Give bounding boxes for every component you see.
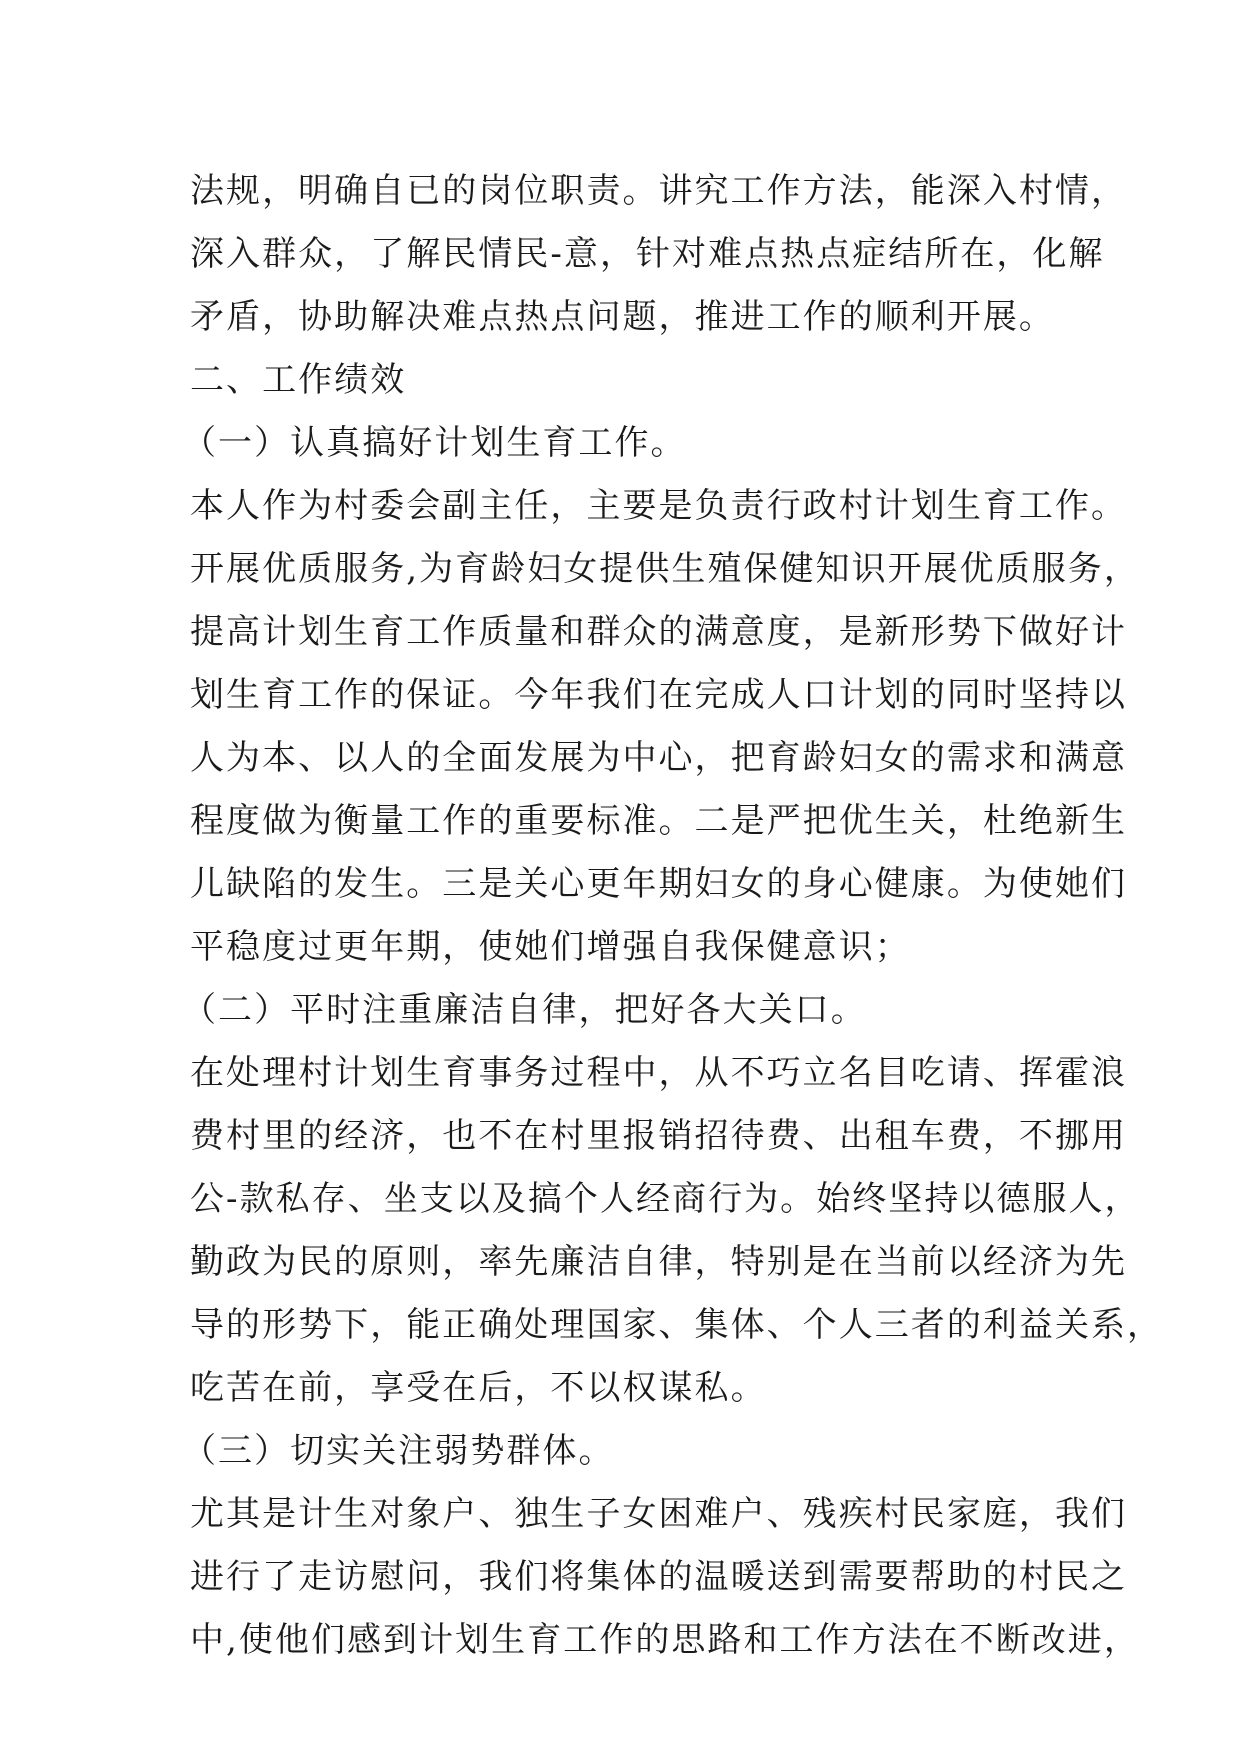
subsection-heading: （二）平时注重廉洁自律，把好各大关口。 xyxy=(182,990,867,1030)
text-line: 吃苦在前，享受在后，不以权谋私。 xyxy=(190,1368,767,1408)
text-line: 划生育工作的保证。今年我们在完成人口计划的同时坚持以 xyxy=(190,675,1128,715)
text-line: 勤政为民的原则，率先廉洁自律，特别是在当前以经济为先 xyxy=(190,1242,1128,1282)
text-line: 本人作为村委会副主任，主要是负责行政村计划生育工作。 xyxy=(190,486,1128,526)
text-line: 儿缺陷的发生。三是关心更年期妇女的身心健康。为使她们 xyxy=(190,864,1128,904)
text-line: 提高计划生育工作质量和群众的满意度，是新形势下做好计 xyxy=(190,612,1128,652)
body-text xyxy=(182,160,1164,1672)
text-line: 平稳度过更年期，使她们增强自我保健意识； xyxy=(190,927,911,967)
text-line: 程度做为衡量工作的重要标准。二是严把优生关，杜绝新生 xyxy=(190,801,1128,841)
text-line: 人为本、以人的全面发展为中心，把育龄妇女的需求和满意 xyxy=(190,738,1128,778)
text-line: 深入群众，了解民情民-意，针对难点热点症结所在，化解 xyxy=(190,234,1105,274)
subsection-heading: （三）切实关注弱势群体。 xyxy=(182,1431,615,1471)
text-line: 尤其是计生对象户、独生子女困难户、残疾村民家庭，我们 xyxy=(190,1494,1128,1534)
text-line: 进行了走访慰问，我们将集体的温暖送到需要帮助的村民之 xyxy=(190,1557,1128,1597)
text-line: 开展优质服务,为育龄妇女提供生殖保健知识开展优质服务， xyxy=(190,549,1140,589)
text-line: 公-款私存、坐支以及搞个人经商行为。始终坚持以德服人， xyxy=(190,1179,1141,1219)
text-line: 法规，明确自已的岗位职责。讲究工作方法，能深入村情， xyxy=(190,171,1128,211)
text-line: 导的形势下，能正确处理国家、集体、个人三者的利益关系， xyxy=(190,1305,1164,1345)
text-line: 在处理村计划生育事务过程中，从不巧立名目吃请、挥霍浪 xyxy=(190,1053,1128,1093)
text-line: 矛盾，协助解决难点热点问题，推进工作的顺利开展。 xyxy=(190,297,1055,337)
subsection-heading: （一）认真搞好计划生育工作。 xyxy=(182,423,687,463)
section-heading: 二、工作绩效 xyxy=(190,360,407,400)
text-line: 费村里的经济，也不在村里报销招待费、出租车费，不挪用 xyxy=(190,1116,1128,1156)
text-line: 中,使他们感到计划生育工作的思路和工作方法在不断改进， xyxy=(190,1620,1140,1660)
